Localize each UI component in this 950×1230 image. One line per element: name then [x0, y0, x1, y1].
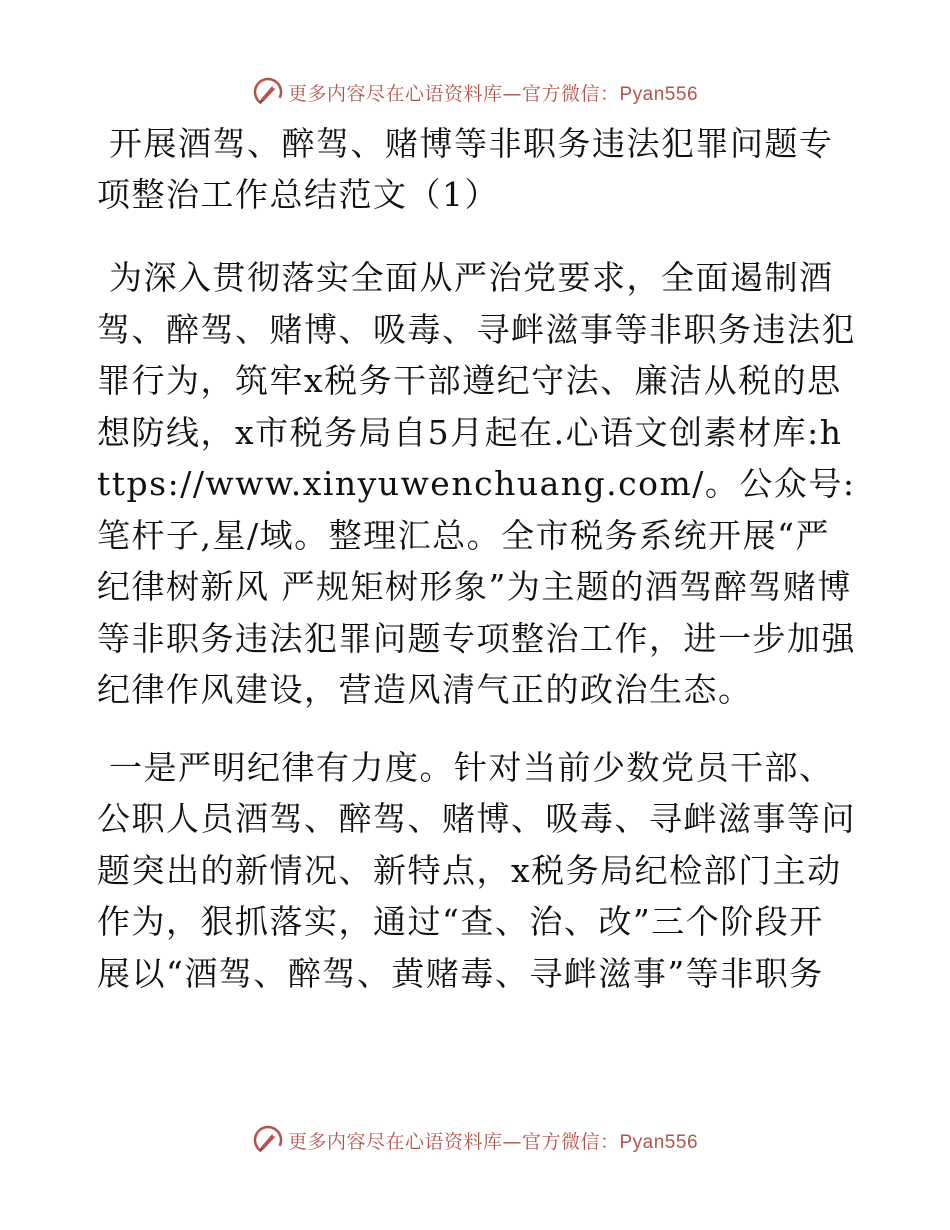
header-banner-text: 更多内容尽在心语资料库—官方微信：Pyan556	[287, 82, 699, 105]
header-wechat-id: Pyan556	[619, 83, 699, 105]
footer-wechat-id: Pyan556	[619, 1131, 699, 1153]
paragraph-1: 为深入贯彻落实全面从严治党要求，全面遏制酒驾、醉驾、赌博、吸毒、寻衅滋事等非职务违法犯罪行为，筑牢x税务干部遵纪守法、廉洁从税的思想防线，x市税务局自5月起在.心语文创素材库:https://www.xinyuwenchuang.com/。公众号: 笔杆子,星/域。整理汇总。全市税务系统开展“严纪律树新风 严规矩树形象”为主题的酒驾醉驾赌博等非职务违法犯罪问题专项整治工作，进一步加强纪律作风建设，营造风清气正的政治生态。	[97, 258, 856, 709]
paragraph-2: 一是严明纪律有力度。针对当前少数党员干部、公职人员酒驾、醉驾、赌博、吸毒、寻衅滋事等问题突出的新情况、新特点，x税务局纪检部门主动作为，狠抓落实，通过“查、治、改”三个阶段开展以“酒驾、醉驾、黄赌毒、寻衅滋事”等非职务	[97, 747, 856, 993]
pen-logo-icon	[252, 76, 284, 108]
pen-logo-icon	[252, 1124, 284, 1156]
document-body	[97, 118, 857, 999]
header-banner	[0, 72, 950, 112]
footer-banner	[0, 1120, 950, 1160]
document-title: 开展酒驾、醉驾、赌博等非职务违法犯罪问题专项整治工作总结范文（1）	[97, 124, 834, 214]
footer-banner-text: 更多内容尽在心语资料库—官方微信：Pyan556	[287, 1130, 699, 1153]
